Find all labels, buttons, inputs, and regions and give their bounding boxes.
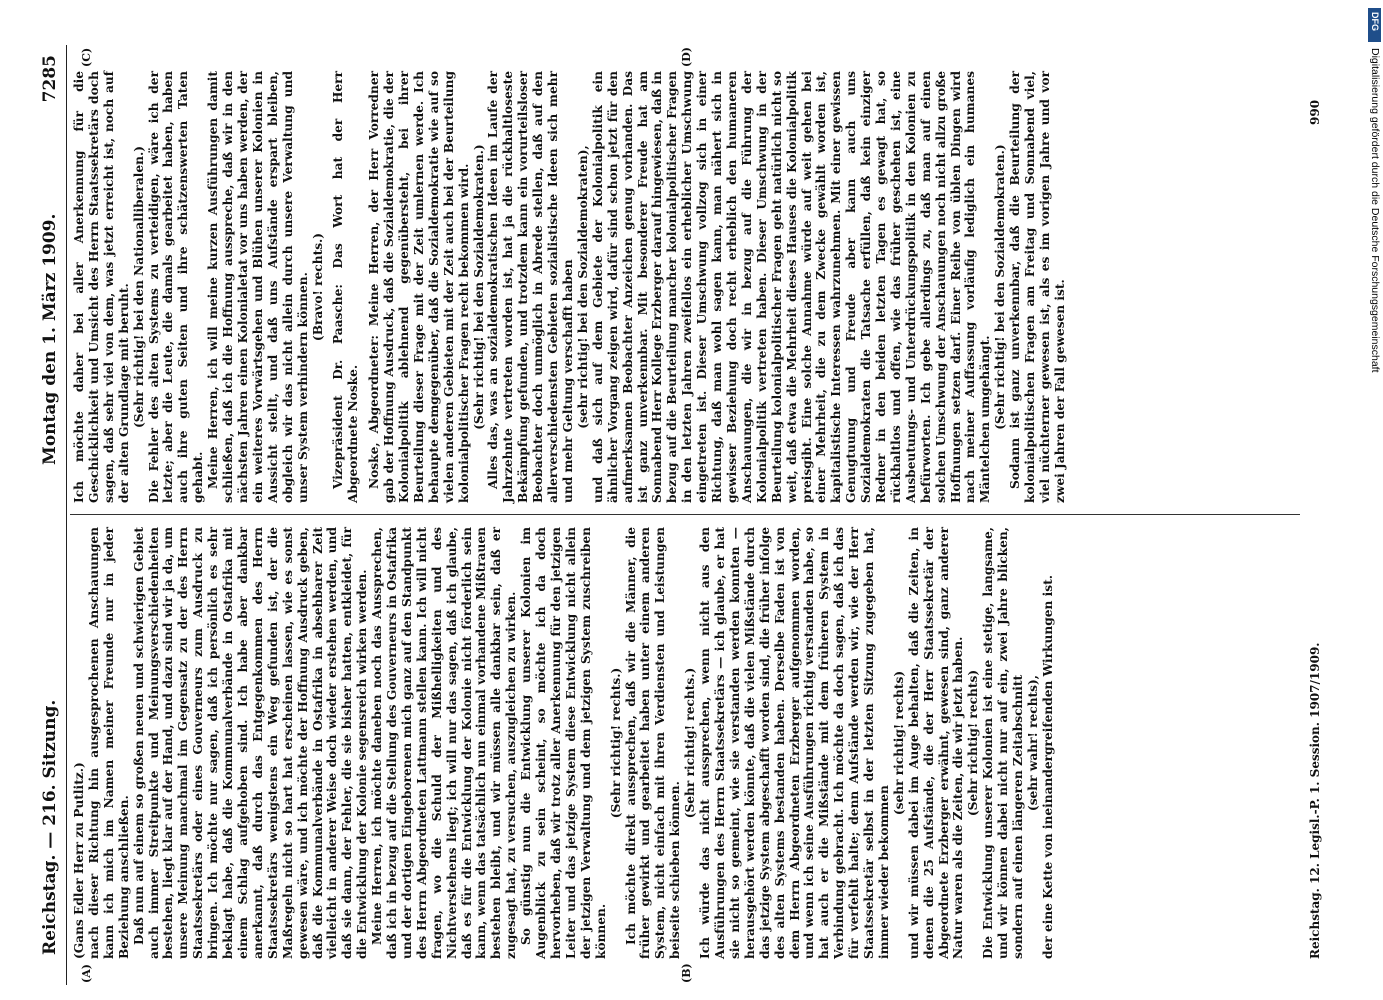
margin-mark-b: (B) — [680, 963, 693, 983]
left-column-paragraph: nach dieser Richtung hin ausgesprochenen Anschauungen kann ich mich im Namen meiner Freunde nur in jeder Beziehung anschließen. — [86, 527, 131, 959]
left-text-column — [72, 527, 1056, 959]
right-column-paragraph: Vizepräsident Dr. Paasche: Das Wort hat der Herr Abgeordnete Noske. — [331, 71, 361, 503]
left-column-paragraph: Ich würde das nicht aussprechen, wenn nicht aus den Ausführungen des Herrn Staatssekretärs — ich glaube, er hat sie nicht so gemeint, wie sie verstanden werden konnten — herausgehört werden könnte, daß die vielen Mißstände durch das jetzige System abgeschafft worden sind, die früher infolge des alten Systems bestanden haben. Derselbe Faden ist von dem Herrn Abgeordneten Erzberger aufgenommen worden, und wenn ich seine Ausführungen richtig verstanden habe, so hat auch er die Mißstände mit dem früheren System in Verbindung gebracht. Ich möchte da doch sagen, daß ich das für verfehlt halte; denn Aufstände werden wir, wie der Herr Staatssekretär selbst in der letzten Sitzung zugegeben hat, immer wieder bekommen — [698, 527, 891, 959]
left-column-paragraph: (Sehr richtig! rechts.) — [683, 667, 698, 819]
header-left-text: Reichstag. — 216. Sitzung. — [40, 699, 60, 955]
left-column-paragraph: (sehr wahr! rechts), — [1026, 674, 1040, 812]
dfg-logo-text: DFG — [1370, 12, 1380, 31]
column-divider — [70, 514, 1300, 515]
left-column-paragraph: (Sehr richtig! rechts.) — [608, 667, 623, 819]
header-page-text: 7285 — [40, 55, 60, 103]
dfg-logo — [1368, 8, 1381, 42]
right-column-paragraph: Sodann ist ganz unverkennbar, daß die Beurteilung der kolonialpolitischen Fragen am Freitag und Sonnabend viel, viel nüchterner gewesen ist, als es im vorigen Jahre und vor zwei Jahren der Fall gewesen ist. — [1008, 71, 1067, 503]
margin-mark-d: (D) — [680, 47, 693, 67]
left-column-paragraph: der eine Kette von ineinandergreifenden Wirkungen ist. — [1040, 574, 1055, 959]
left-column-paragraph: (sehr richtig! rechts) — [891, 670, 906, 816]
right-column-paragraph: (Bravo! rechts.) — [310, 232, 325, 342]
header-date-text: Montag den 1. März 1909. — [40, 213, 60, 465]
digitization-credit: Digitalisierung gefördert durch die Deutsche Forschungsgemeinschaft — [1369, 48, 1381, 373]
left-column-paragraph: Die Entwicklung unserer Kolonien ist eine stetige, langsame, und wir können dabei nicht nur auf ein, zwei Jahre blicken, sondern auf einen längeren Zeitabschnitt — [981, 527, 1026, 959]
left-column-paragraph: Meine Herren, ich möchte daneben noch das Aussprechen, daß ich in bezug auf die Stellung des Gouverneurs in Ostafrika und der dortigen Eingeborenen mich ganz auf den Standpunkt des Herrn Abgeordneten Lattmann stellen kann. Ich will nicht fragen, wo die Schuld der Mißhelligkeiten und des Nichtverstehens liegt; ich will nur das sagen, daß ich glaube, daß es für die Entwicklung der Kolonie nicht förderlich sein kann, wenn das tatsächlich nun einmal vorhandene Mißtrauen bestehen bleibt, und wir müssen alle dankbar sein, daß er zugesagt hat, zu versuchen, auszugleichen zu wirken. — [370, 527, 519, 959]
right-column-paragraph: Die Fehler des alten Systems zu verteidigen, wäre ich der letzte; aber die Leute, die damals gearbeitet haben, haben auch ihre guten Seiten und ihre schätzenswerten Taten gehabt. — [146, 71, 206, 503]
left-column-paragraph: Ich möchte direkt aussprechen, daß wir die Männer, die früher gewirkt und gearbeitet haben unter einem anderen System, nicht einfach mit ihren Verdiensten und Leistungen beiseite schieben können. — [623, 527, 683, 959]
right-column-paragraph: Noske, Abgeordneter: Meine Herren, der Herr Vorredner gab der Hoffnung Ausdruck, daß die Sozialdemokratie, die der Kolonialpolitik ablehnend gegenübersteht, bei ihrer Beurteilung dieser Frage mit der Zeit umlernen werde. Ich behaupte demgegenüber, daß die Sozialdemokratie wie auf so vielen anderen Gebieten mit der Zeit auch bei der Beurteilung kolonialpolitischer Fragen recht bekommen wird. — [367, 71, 471, 503]
right-column-paragraph: (Sehr richtig! bei den Sozialdemokraten.) — [471, 144, 486, 430]
left-column-paragraph: So günstig nun die Entwicklung unserer Kolonien im Augenblick zu sein scheint, so möchte ich da doch hervorheben, daß wir trotz aller Anerkennung für den jetzigen Leiter und das jetzige System diese Entwicklung nicht allein der jetzigen Verwaltung und dem jetzigen System zuschreiben können. — [519, 527, 608, 959]
right-column-paragraph: Alles das, was an sozialdemokratischen Ideen im Laufe der Jahrzehnte vertreten worden ist, hat ja die rückhaltloseste Bekämpfung gefunden, und trotzdem kann ein vorurteilsloser Beobachter doch unmöglich in Abrede stellen, daß auf den allerverschiedensten Gebieten sozialistische Ideen sich mehr und mehr Geltung verschafft haben — [486, 71, 575, 503]
margin-mark-a: (A) — [80, 964, 93, 983]
page-number: 990 — [1308, 99, 1322, 125]
running-header — [40, 45, 62, 985]
left-column-paragraph: (Sehr richtig! rechts) — [966, 669, 981, 817]
left-column-paragraph: und wir müssen dabei im Auge behalten, daß die Zeiten, in denen die 25 Aufstände, die der Herr Staatssekretär der Abgeordnete Erzberger erwähnt, gewesen sind, ganz anderer Natur waren als die Zeiten, die wir jetzt haben. — [906, 527, 966, 959]
right-column-paragraph: (Sehr richtig! bei den Sozialdemokraten.) — [993, 144, 1008, 430]
right-column-paragraph: Meine Herren, ich will meine kurzen Ausführungen damit schließen, daß ich die Hoffnung ausspreche, daß wir in den nächsten Jahren einen Kolonialetat vor uns haben werden, der ein weiteres Vorwärtsgehen und Blühen unserer Kolonien in Aussicht stellt, und daß uns Aufstände erspart bleiben, obgleich wir das nicht allein durch unsere Verwaltung und unser System verhindern können. — [206, 71, 310, 503]
right-column-paragraph: (Sehr richtig! bei den Nationalliberalen.) — [131, 146, 146, 429]
header-divider — [66, 45, 67, 985]
rotated-text-page — [40, 45, 1340, 985]
footer-line: Reichstag. 12. Legisl.-P. 1. Session. 1907/1909. — [1308, 642, 1322, 959]
left-column-paragraph: Daß nun auf einem so großen neuen und schwierigen Gebiet auch immer Streitpunkte und Meinungsverschiedenheiten bestehen, liegt klar auf der Hand, und dazu sind wir ja da, um unsere Meinung manchmal im Gegensatz zu der des Herrn Staatssekretärs oder eines Gouverneurs zum Ausdruck zu bringen. Ich möchte nur sagen, daß ich persönlich es sehr beklagt habe, daß die Kommunalverbände in Ostafrika mit einem Schlag aufgehoben sind. Ich habe aber dankbar anerkannt, daß durch das Entgegenkommen des Herrn Staatssekretärs wenigstens ein Weg gefunden ist, der die Maßregeln nicht so hart hat erscheinen lassen, wie es sonst gewesen wäre, und ich möchte der Hoffnung Ausdruck geben, daß die Kommunalverbände in Ostafrika in absehbarer Zeit vielleicht in anderer Weise doch wieder erstehen werden, und daß sie dann, der Fehler, die sie bisher hatten, entkleidet, für die Entwicklung der Kolonie segensreich wirken werden. — [131, 527, 370, 959]
right-column-paragraph: und daß sich auf dem Gebiete der Kolonialpolitik ein ähnlicher Vorgang zeigen wird, dafür sind schon jetzt für den aufmerksamen Beobachter Anzeichen genug vorhanden. Das ist ganz unverkennbar. Mit besonderer Freude hat am Sonnabend Herr Kollege Erzberger darauf hingewiesen, daß in bezug auf die Beurteilung mancher kolonialpolitischer Fragen in den letzten Jahren zweifellos ein erheblicher Umschwung eingetreten ist. Dieser Umschwung vollzog sich in einer Richtung, daß man wohl sagen kann, man nähert sich in gewisser Beziehung doch recht erheblich den humaneren Anschauungen, die wir in bezug auf die Führung der Kolonialpolitik vertreten haben. Dieser Umschwung in der Beurteilung kolonialpolitischer Fragen geht natürlich nicht so weit, daß etwa die Mehrheit dieses Hauses die Kolonialpolitik preisgibt. Eine solche Annahme würde auf weit gehen bei einer Mehrheit, die zu dem Zwecke gewählt worden ist, kapitalistische Interessen wahrzunehmen. Mit einer gewissen Genugtuung und Freude aber kann auch uns Sozialdemokraten die Tatsache erfüllen, daß kein einziger Redner in den beiden letzten Tagen es gewagt hat, so rückhaltlos und offen, wie das früher geschehen ist, eine Ausbeutungs- und Unterdrückungspolitik in den Kolonien zu befürworten. Ich gebe allerdings zu, daß man auf einen solchen Umschwung der Anschauungen noch nicht allzu große Hoffnungen setzen darf. Einer Reihe von üblen Dingen wird nach meiner Auffassung vorläufig lediglich ein humanes Mäntelchen umgehängt. — [590, 71, 993, 503]
right-column-paragraph: (sehr richtig! bei den Sozialdemokraten), — [575, 145, 590, 429]
margin-mark-c: (C) — [80, 47, 93, 67]
right-column-paragraph: Ich möchte daher bei aller Anerkennung für die Geschicklichkeit und Umsicht des Herrn Staatssekretärs doch sagen, daß sehr viel von dem, was jetzt erreicht ist, noch auf der alten Grundlage mit beruht. — [72, 71, 131, 503]
left-column-paragraph: (Gans Edler Herr zu Putlitz.) — [72, 762, 86, 959]
right-text-column — [72, 71, 1068, 503]
